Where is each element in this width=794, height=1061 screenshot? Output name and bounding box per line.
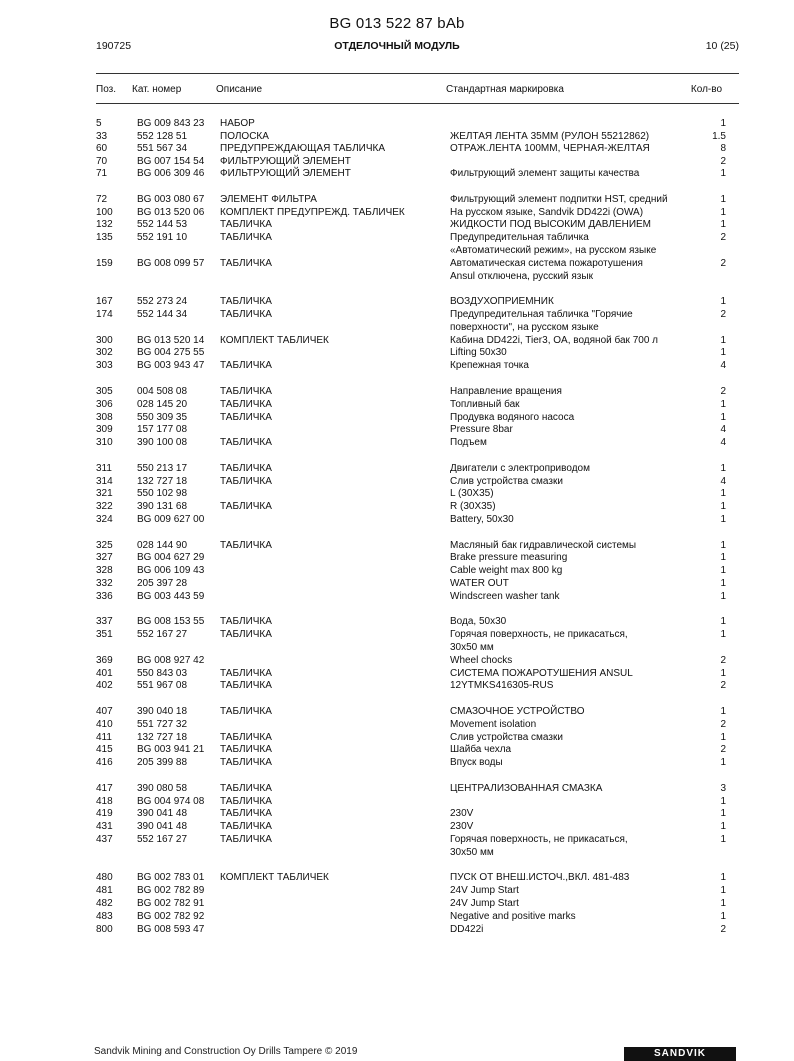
cell-cat: 552 167 27 [137, 834, 188, 845]
table-row [0, 423, 794, 436]
cell-std: «Автоматический режим», на русском языке [450, 245, 657, 256]
cell-pos: 310 [96, 437, 113, 448]
cell-desc: ПОЛОСКА [220, 131, 269, 142]
column-header-qty: Кол-во [690, 84, 722, 95]
cell-pos: 800 [96, 924, 113, 935]
cell-desc: НАБОР [220, 118, 255, 129]
cell-cat: BG 002 782 92 [137, 911, 205, 922]
cell-pos: 71 [96, 168, 108, 179]
cell-desc: ТАБЛИЧКА [220, 757, 272, 768]
cell-pos: 306 [96, 399, 113, 410]
cell-std: ЖЕЛТАЯ ЛЕНТА 35ММ (РУЛОН 55212862) [450, 131, 650, 142]
table-row [0, 628, 794, 641]
column-header-cat: Кат. номер [132, 84, 182, 95]
cell-std: Negative and positive marks [450, 911, 576, 922]
cell-pos: 419 [96, 808, 113, 819]
cell-cat: BG 013 520 06 [137, 207, 205, 218]
cell-desc: ТАБЛИЧКА [220, 399, 272, 410]
cell-pos: 415 [96, 744, 113, 755]
table-row [0, 615, 794, 628]
table-row [0, 564, 794, 577]
cell-std: Вода, 50x30 [450, 616, 507, 627]
document-title: BG 013 522 87 bAb [329, 15, 465, 32]
cell-qty: 2 [720, 719, 726, 730]
cell-std: WATER OUT [450, 578, 509, 589]
cell-pos: 402 [96, 680, 113, 691]
cell-desc: ТАБЛИЧКА [220, 232, 272, 243]
cell-qty: 2 [720, 309, 726, 320]
table-row [0, 884, 794, 897]
table-row [0, 782, 794, 795]
cell-std: Продувка водяного насоса [450, 412, 575, 423]
cell-cat: 552 167 27 [137, 629, 188, 640]
cell-cat: 550 213 17 [137, 463, 188, 474]
cell-cat: BG 007 154 54 [137, 156, 205, 167]
cell-desc: ТАБЛИЧКА [220, 629, 272, 640]
cell-std: Слив устройства смазки [450, 732, 563, 743]
cell-qty: 4 [720, 437, 726, 448]
cell-cat: 205 399 88 [137, 757, 188, 768]
cell-qty: 1 [720, 706, 726, 717]
cell-desc: ТАБЛИЧКА [220, 834, 272, 845]
cell-std: R (30X35) [450, 501, 496, 512]
cell-pos: 431 [96, 821, 113, 832]
cell-qty: 4 [720, 476, 726, 487]
cell-cat: BG 008 593 47 [137, 924, 205, 935]
cell-std: Предупредительная табличка [450, 232, 589, 243]
cell-cat: BG 003 080 67 [137, 194, 205, 205]
cell-desc: ТАБЛИЧКА [220, 808, 272, 819]
table-row [0, 846, 794, 859]
cell-desc: ФИЛЬТРУЮЩИЙ ЭЛЕМЕНТ [220, 156, 351, 167]
cell-cat: 550 843 03 [137, 668, 188, 679]
cell-pos: 401 [96, 668, 113, 679]
cell-std: Cable weight max 800 kg [450, 565, 563, 576]
cell-cat: BG 008 927 42 [137, 655, 205, 666]
cell-pos: 174 [96, 309, 113, 320]
cell-std: ЦЕНТРАЛИЗОВАННАЯ СМАЗКА [450, 783, 603, 794]
cell-cat: 550 309 35 [137, 412, 188, 423]
cell-qty: 1 [720, 207, 726, 218]
cell-cat: 132 727 18 [137, 476, 188, 487]
page-number: 10 (25) [705, 40, 739, 52]
cell-cat: BG 002 783 01 [137, 872, 205, 883]
cell-qty: 1 [720, 668, 726, 679]
table-row [0, 590, 794, 603]
cell-pos: 33 [96, 131, 108, 142]
cell-std: Шайба чехла [450, 744, 512, 755]
cell-desc: КОМПЛЕКТ ПРЕДУПРЕЖД. ТАБЛИЧЕК [220, 207, 405, 218]
table-row [0, 295, 794, 308]
cell-pos: 305 [96, 386, 113, 397]
cell-qty: 1 [720, 552, 726, 563]
cell-pos: 337 [96, 616, 113, 627]
cell-std: 12YTMKS416305-RUS [450, 680, 554, 691]
table-row [0, 807, 794, 820]
cell-pos: 332 [96, 578, 113, 589]
cell-cat: 157 177 08 [137, 424, 188, 435]
cell-qty: 1 [720, 796, 726, 807]
cell-qty: 1 [720, 565, 726, 576]
cell-pos: 309 [96, 424, 113, 435]
cell-qty: 1 [720, 808, 726, 819]
cell-std: Горячая поверхность, не прикасаться, [450, 629, 628, 640]
table-row [0, 500, 794, 513]
column-header-pos: Поз. [96, 84, 116, 95]
cell-cat: BG 002 782 89 [137, 885, 205, 896]
table-row [0, 193, 794, 206]
cell-qty: 4 [720, 424, 726, 435]
cell-qty: 8 [720, 143, 726, 154]
cell-std: Lifting 50x30 [450, 347, 507, 358]
cell-qty: 2 [720, 232, 726, 243]
cell-qty: 2 [720, 386, 726, 397]
cell-cat: 552 144 34 [137, 309, 188, 320]
footer-copyright: Sandvik Mining and Construction Oy Drills Tampere © 2019 [94, 1046, 358, 1057]
cell-std: СМАЗОЧНОЕ УСТРОЙСТВО [450, 706, 585, 717]
cell-std: ОТРАЖ.ЛЕНТА 100ММ, ЧЕРНАЯ-ЖЕЛТАЯ [450, 143, 650, 154]
table-row [0, 923, 794, 936]
cell-cat: BG 004 275 55 [137, 347, 205, 358]
cell-qty: 1 [720, 501, 726, 512]
cell-pos: 482 [96, 898, 113, 909]
cell-desc: ТАБЛИЧКА [220, 540, 272, 551]
cell-qty: 1 [720, 898, 726, 909]
cell-pos: 300 [96, 335, 113, 346]
column-header-desc: Описание [216, 84, 263, 95]
cell-qty: 2 [720, 655, 726, 666]
table-row [0, 398, 794, 411]
cell-pos: 308 [96, 412, 113, 423]
cell-pos: 325 [96, 540, 113, 551]
cell-qty: 1 [720, 834, 726, 845]
cell-pos: 410 [96, 719, 113, 730]
table-row [0, 910, 794, 923]
cell-std: Ansul отключена, русский язык [450, 271, 593, 282]
cell-cat: 552 191 10 [137, 232, 188, 243]
cell-std: Слив устройства смазки [450, 476, 563, 487]
cell-cat: 390 040 18 [137, 706, 188, 717]
cell-pos: 483 [96, 911, 113, 922]
cell-cat: BG 008 153 55 [137, 616, 205, 627]
table-row [0, 756, 794, 769]
table-row [0, 871, 794, 884]
cell-std: Масляный бак гидравлической системы [450, 540, 637, 551]
cell-cat: 390 041 48 [137, 821, 188, 832]
cell-qty: 1 [720, 821, 726, 832]
table-row [0, 833, 794, 846]
table-row [0, 641, 794, 654]
cell-std: 30x50 мм [450, 642, 494, 653]
cell-std: 230V [450, 821, 474, 832]
cell-std: Автоматическая система пожаротушения [450, 258, 643, 269]
cell-desc: ТАБЛИЧКА [220, 783, 272, 794]
module-title: ОТДЕЛОЧНЫЙ МОДУЛЬ [334, 40, 460, 52]
cell-pos: 135 [96, 232, 113, 243]
cell-std: Горячая поверхность, не прикасаться, [450, 834, 628, 845]
table-row [0, 820, 794, 833]
table-row [0, 218, 794, 231]
cell-desc: ТАБЛИЧКА [220, 412, 272, 423]
cell-desc: ТАБЛИЧКА [220, 680, 272, 691]
cell-desc: ТАБЛИЧКА [220, 744, 272, 755]
cell-std: Movement isolation [450, 719, 537, 730]
cell-cat: BG 003 941 21 [137, 744, 205, 755]
cell-std: Windscreen washer tank [450, 591, 560, 602]
cell-cat: BG 003 443 59 [137, 591, 205, 602]
cell-std: Подъем [450, 437, 487, 448]
cell-qty: 1 [720, 591, 726, 602]
table-row [0, 679, 794, 692]
cell-desc: ТАБЛИЧКА [220, 732, 272, 743]
cell-qty: 2 [720, 156, 726, 167]
cell-std: Фильтрующий элемент подпитки HST, средний [450, 194, 668, 205]
cell-cat: BG 004 627 29 [137, 552, 205, 563]
cell-qty: 1 [720, 219, 726, 230]
table-row [0, 436, 794, 449]
cell-qty: 1 [720, 911, 726, 922]
cell-desc: КОМПЛЕКТ ТАБЛИЧЕК [220, 872, 329, 883]
cell-cat: 132 727 18 [137, 732, 188, 743]
cell-cat: BG 009 843 23 [137, 118, 205, 129]
cell-pos: 314 [96, 476, 113, 487]
cell-std: Впуск воды [450, 757, 503, 768]
cell-pos: 437 [96, 834, 113, 845]
cell-cat: 390 131 68 [137, 501, 188, 512]
cell-pos: 70 [96, 156, 108, 167]
table-row [0, 577, 794, 590]
cell-desc: ТАБЛИЧКА [220, 616, 272, 627]
table-row [0, 142, 794, 155]
cell-cat: BG 003 943 47 [137, 360, 205, 371]
cell-desc: ТАБЛИЧКА [220, 821, 272, 832]
cell-cat: 390 041 48 [137, 808, 188, 819]
cell-cat: 028 144 90 [137, 540, 188, 551]
cell-pos: 302 [96, 347, 113, 358]
cell-pos: 369 [96, 655, 113, 666]
table-row [0, 308, 794, 321]
cell-qty: 1 [720, 335, 726, 346]
cell-pos: 407 [96, 706, 113, 717]
cell-pos: 327 [96, 552, 113, 563]
cell-qty: 1 [720, 412, 726, 423]
cell-cat: 028 145 20 [137, 399, 188, 410]
cell-pos: 5 [96, 118, 102, 129]
cell-desc: ТАБЛИЧКА [220, 386, 272, 397]
cell-pos: 60 [96, 143, 108, 154]
cell-desc: ТАБЛИЧКА [220, 476, 272, 487]
cell-cat: BG 004 974 08 [137, 796, 205, 807]
cell-desc: ТАБЛИЧКА [220, 219, 272, 230]
cell-desc: ТАБЛИЧКА [220, 668, 272, 679]
cell-cat: 205 397 28 [137, 578, 188, 589]
cell-std: Wheel chocks [450, 655, 513, 666]
cell-std: Battery, 50x30 [450, 514, 514, 525]
cell-qty: 1 [720, 347, 726, 358]
cell-pos: 328 [96, 565, 113, 576]
cell-std: 24V Jump Start [450, 885, 519, 896]
cell-cat: BG 006 309 46 [137, 168, 205, 179]
cell-std: Фильтрующий элемент защиты качества [450, 168, 640, 179]
cell-cat: 552 128 51 [137, 131, 188, 142]
cell-desc: ПРЕДУПРЕЖДАЮЩАЯ ТАБЛИЧКА [220, 143, 386, 154]
cell-qty: 1 [720, 514, 726, 525]
cell-pos: 351 [96, 629, 113, 640]
cell-std: СИСТЕМА ПОЖАРОТУШЕНИЯ ANSUL [450, 668, 633, 679]
cell-cat: 390 100 08 [137, 437, 188, 448]
table-row [0, 346, 794, 359]
cell-cat: 551 727 32 [137, 719, 188, 730]
table-row [0, 244, 794, 257]
table-row [0, 231, 794, 244]
table-row [0, 359, 794, 372]
cell-std: ЖИДКОСТИ ПОД ВЫСОКИМ ДАВЛЕНИЕМ [450, 219, 652, 230]
cell-qty: 1 [720, 463, 726, 474]
cell-desc: ФИЛЬТРУЮЩИЙ ЭЛЕМЕНТ [220, 168, 351, 179]
cell-qty: 1 [720, 540, 726, 551]
cell-std: Двигатели с электроприводом [450, 463, 590, 474]
column-header-std: Стандартная маркировка [446, 84, 564, 95]
cell-qty: 4 [720, 360, 726, 371]
cell-std: поверхности", на русском языке [450, 322, 599, 333]
cell-desc: ТАБЛИЧКА [220, 360, 272, 371]
cell-qty: 1 [720, 194, 726, 205]
cell-cat: BG 013 520 14 [137, 335, 205, 346]
cell-desc: ТАБЛИЧКА [220, 296, 272, 307]
cell-qty: 2 [720, 744, 726, 755]
cell-qty: 1.5 [712, 131, 726, 142]
cell-pos: 411 [96, 732, 112, 743]
cell-std: Кабина DD422i, Tier3, OA, водяной бак 700 л [450, 335, 659, 346]
cell-pos: 336 [96, 591, 113, 602]
cell-std: Топливный бак [450, 399, 520, 410]
table-row [0, 321, 794, 334]
table-row [0, 257, 794, 270]
cell-pos: 311 [96, 463, 112, 474]
cell-cat: 390 080 58 [137, 783, 188, 794]
table-row [0, 385, 794, 398]
cell-std: Предупредительная табличка "Горячие [450, 309, 633, 320]
cell-qty: 1 [720, 578, 726, 589]
cell-pos: 481 [96, 885, 113, 896]
cell-qty: 1 [720, 885, 726, 896]
cell-qty: 1 [720, 616, 726, 627]
cell-std: 30x50 мм [450, 847, 494, 858]
cell-desc: ТАБЛИЧКА [220, 309, 272, 320]
cell-cat: 551 567 34 [137, 143, 188, 154]
cell-qty: 1 [720, 629, 726, 640]
table-row [0, 897, 794, 910]
cell-std: Brake pressure measuring [450, 552, 568, 563]
cell-std: Pressure 8bar [450, 424, 513, 435]
cell-pos: 480 [96, 872, 113, 883]
cell-desc: ЭЛЕМЕНТ ФИЛЬТРА [220, 194, 317, 205]
cell-qty: 1 [720, 757, 726, 768]
cell-pos: 418 [96, 796, 113, 807]
cell-pos: 303 [96, 360, 113, 371]
cell-qty: 1 [720, 399, 726, 410]
cell-pos: 167 [96, 296, 113, 307]
table-row [0, 705, 794, 718]
table-row [0, 743, 794, 756]
cell-pos: 132 [96, 219, 113, 230]
document-date: 190725 [96, 40, 132, 52]
cell-qty: 1 [720, 296, 726, 307]
table-row [0, 462, 794, 475]
cell-qty: 3 [720, 783, 726, 794]
cell-desc: КОМПЛЕКТ ТАБЛИЧЕК [220, 335, 329, 346]
cell-pos: 159 [96, 258, 113, 269]
cell-std: Направление вращения [450, 386, 562, 397]
cell-qty: 2 [720, 680, 726, 691]
cell-cat: 552 273 24 [137, 296, 188, 307]
table-row [0, 513, 794, 526]
table-row [0, 117, 794, 130]
cell-desc: ТАБЛИЧКА [220, 437, 272, 448]
cell-cat: BG 006 109 43 [137, 565, 205, 576]
cell-pos: 324 [96, 514, 113, 525]
sandvik-logo: SANDVIK [624, 1047, 736, 1061]
cell-std: На русском языке, Sandvik DD422i (OWA) [450, 207, 644, 218]
table-row [0, 270, 794, 283]
cell-qty: 1 [720, 118, 726, 129]
cell-pos: 72 [96, 194, 108, 205]
cell-qty: 1 [720, 168, 726, 179]
cell-pos: 100 [96, 207, 113, 218]
table-row [0, 718, 794, 731]
cell-qty: 2 [720, 258, 726, 269]
cell-cat: 552 144 53 [137, 219, 188, 230]
cell-desc: ТАБЛИЧКА [220, 796, 272, 807]
cell-cat: BG 008 099 57 [137, 258, 205, 269]
cell-desc: ТАБЛИЧКА [220, 463, 272, 474]
cell-std: DD422i [450, 924, 484, 935]
table-row [0, 551, 794, 564]
cell-desc: ТАБЛИЧКА [220, 706, 272, 717]
cell-pos: 322 [96, 501, 113, 512]
cell-qty: 1 [720, 488, 726, 499]
cell-std: ВОЗДУХОПРИЕМНИК [450, 296, 554, 307]
cell-cat: 004 508 08 [137, 386, 188, 397]
cell-desc: ТАБЛИЧКА [220, 258, 272, 269]
cell-cat: BG 009 627 00 [137, 514, 205, 525]
cell-desc: ТАБЛИЧКА [220, 501, 272, 512]
table-row [0, 654, 794, 667]
cell-std: L (30X35) [450, 488, 494, 499]
cell-qty: 1 [720, 732, 726, 743]
cell-std: 230V [450, 808, 474, 819]
cell-std: 24V Jump Start [450, 898, 519, 909]
cell-pos: 321 [96, 488, 113, 499]
cell-std: ПУСК ОТ ВНЕШ.ИСТОЧ.,ВКЛ. 481-483 [450, 872, 630, 883]
cell-std: Крепежная точка [450, 360, 529, 371]
cell-qty: 2 [720, 924, 726, 935]
table-row [0, 487, 794, 500]
cell-pos: 416 [96, 757, 113, 768]
cell-cat: 550 102 98 [137, 488, 188, 499]
table-row [0, 167, 794, 180]
cell-cat: 551 967 08 [137, 680, 188, 691]
cell-qty: 1 [720, 872, 726, 883]
cell-pos: 417 [96, 783, 113, 794]
cell-cat: BG 002 782 91 [137, 898, 205, 909]
